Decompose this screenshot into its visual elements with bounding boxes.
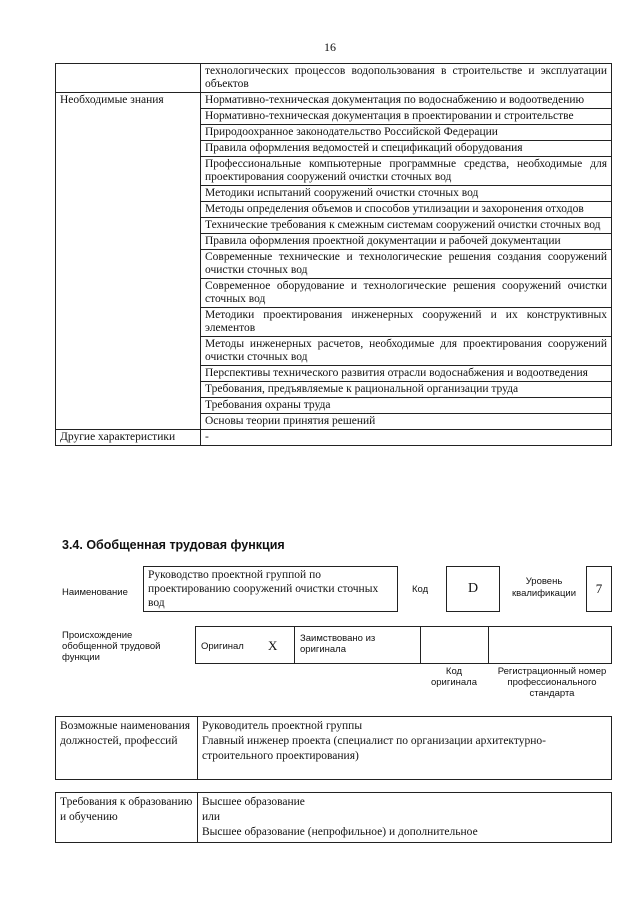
positions-values bbox=[198, 717, 612, 780]
original-mark: X bbox=[268, 638, 278, 653]
row-key bbox=[56, 64, 201, 93]
name-label: Наименование bbox=[62, 587, 128, 598]
table-row bbox=[56, 93, 612, 109]
positions-label: Возможные наименования должностей, профессий bbox=[56, 717, 198, 780]
code-value: D bbox=[467, 581, 479, 596]
row-value: Методики испытаний сооружений очистки сточных вод bbox=[201, 186, 612, 202]
page-number: 16 bbox=[324, 40, 336, 54]
row-value: Методы определения объемов и способов утилизации и захоронения отходов bbox=[201, 202, 612, 218]
knowledge-table bbox=[55, 63, 612, 446]
row-value: Требования охраны труда bbox=[201, 398, 612, 414]
row-value: Требования, предъявляемые к рациональной организации труда bbox=[201, 382, 612, 398]
row-value: Методы инженерных расчетов, необходимые для проектирования сооружений очистки сточных вод bbox=[201, 337, 612, 366]
education-table bbox=[55, 792, 612, 843]
origin-divider-3 bbox=[488, 626, 489, 664]
table-row bbox=[56, 430, 612, 446]
row-value: Профессиональные компьютерные программные средства, необходимые для проектирования сооружений очистки сточных вод bbox=[201, 157, 612, 186]
row-value: технологических процессов водопользования в строительстве и эксплуатации объектов bbox=[201, 64, 612, 93]
position-item: Главный инженер проекта (специалист по организации архитектурно-строительного проектирования) bbox=[202, 735, 546, 762]
origin-label: Происхождение обобщенной трудовой функции bbox=[62, 630, 161, 663]
code-label: Код bbox=[412, 584, 429, 595]
row-value: Основы теории принятия решений bbox=[201, 414, 612, 430]
section-title: 3.4. Обобщенная трудовая функция bbox=[62, 538, 285, 552]
level-value: 7 bbox=[595, 581, 603, 596]
row-value: Перспективы технического развития отрасли водоснабжения и водоотведения bbox=[201, 366, 612, 382]
row-value: - bbox=[201, 430, 612, 446]
education-item: Высшее образование bbox=[202, 796, 305, 808]
education-item: Высшее образование (непрофильное) и дополнительное bbox=[202, 826, 478, 838]
origin-divider-2 bbox=[420, 626, 421, 664]
positions-table bbox=[55, 716, 612, 780]
row-value: Технические требования к смежным системам сооружений очистки сточных вод bbox=[201, 218, 612, 234]
function-name-box bbox=[143, 566, 398, 612]
code-original-caption: Код оригинала bbox=[430, 666, 477, 688]
row-value: Нормативно-техническая документация по водоснабжению и водоотведению bbox=[201, 93, 612, 109]
row-key: Необходимые знания bbox=[56, 93, 201, 430]
row-key: Другие характеристики bbox=[56, 430, 201, 446]
row-value: Правила оформления ведомостей и спецификаций оборудования bbox=[201, 141, 612, 157]
row-value: Современное оборудование и технологические решения сооружений очистки сточных вод bbox=[201, 279, 612, 308]
level-label: Уровень квалификации bbox=[511, 576, 577, 599]
position-item: Руководитель проектной группы bbox=[202, 720, 363, 732]
education-values bbox=[198, 793, 612, 843]
row-value: Природоохранное законодательство Российской Федерации bbox=[201, 125, 612, 141]
origin-divider-1 bbox=[294, 626, 295, 664]
function-name-value: Руководство проектной группой по проектированию сооружений очистки сточных вод bbox=[148, 569, 379, 609]
level-box bbox=[586, 566, 612, 612]
table-row bbox=[56, 64, 612, 93]
code-box bbox=[446, 566, 500, 612]
original-label: Оригинал bbox=[201, 641, 244, 652]
borrowed-label: Заимствовано из оригинала bbox=[300, 633, 376, 655]
row-value: Правила оформления проектной документации и рабочей документации bbox=[201, 234, 612, 250]
education-label: Требования к образованию и обучению bbox=[56, 793, 198, 843]
row-value: Методики проектирования инженерных сооружений и их конструктивных элементов bbox=[201, 308, 612, 337]
reg-number-caption: Регистрационный номер профессионального стандарта bbox=[497, 666, 607, 699]
row-value: Современные технические и технологические решения создания сооружений очистки сточных вод bbox=[201, 250, 612, 279]
row-value: Нормативно-техническая документация в проектировании и строительстве bbox=[201, 109, 612, 125]
education-item: или bbox=[202, 811, 221, 823]
